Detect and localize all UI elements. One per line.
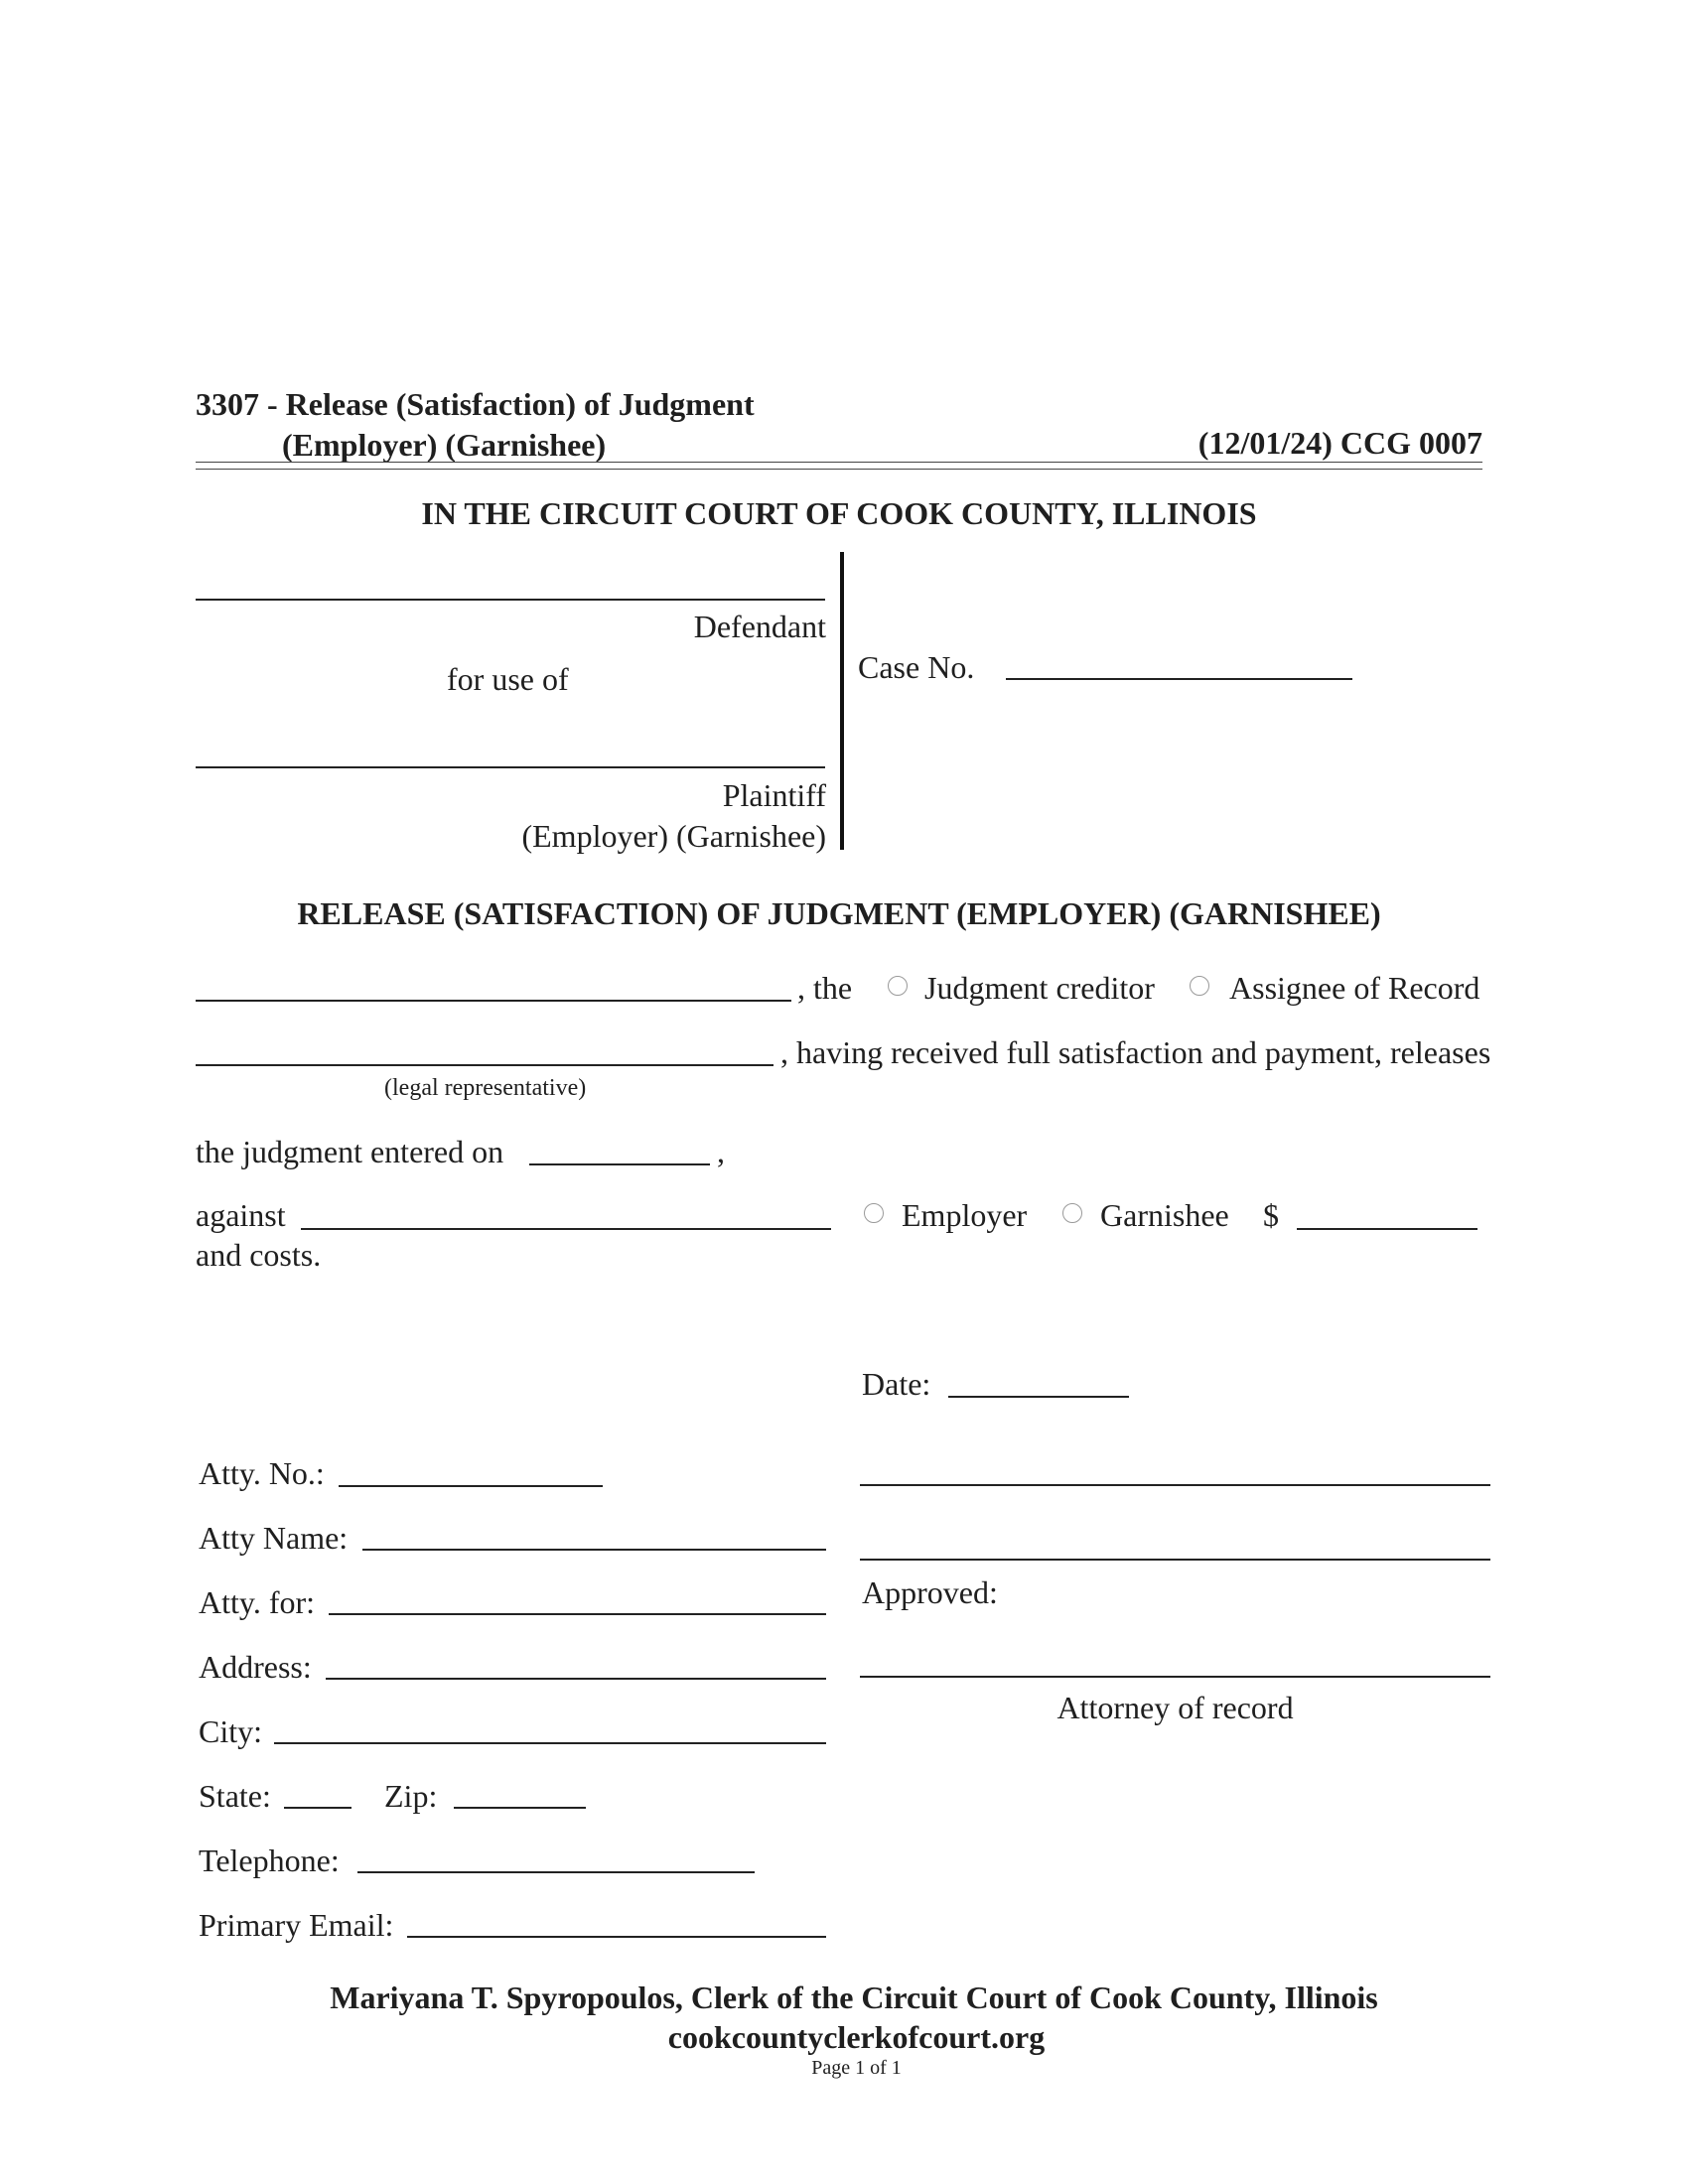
atty-for-label: Atty. for:: [199, 1584, 316, 1620]
email-label: Primary Email:: [199, 1907, 394, 1943]
date-field[interactable]: [948, 1396, 1129, 1398]
header-rule-top: [196, 462, 1482, 463]
telephone-label: Telephone:: [199, 1843, 340, 1878]
form-title-line1: 3307 - Release (Satisfaction) of Judgment: [196, 386, 755, 422]
address-field[interactable]: [326, 1678, 826, 1680]
assignee-label: Assignee of Record: [1229, 970, 1480, 1006]
comma-text: ,: [717, 1134, 725, 1169]
footer-website[interactable]: cookcountyclerkofcourt.org: [667, 2019, 1046, 2055]
amount-field[interactable]: [1297, 1228, 1477, 1230]
employer-radio[interactable]: [864, 1203, 884, 1223]
garnishee-label: Garnishee: [1100, 1197, 1229, 1233]
judgment-creditor-radio[interactable]: [888, 976, 908, 996]
garnishee-radio[interactable]: [1062, 1203, 1082, 1223]
attorney-of-record-label: Attorney of record: [1056, 1690, 1294, 1725]
judgment-entered-label: the judgment entered on: [196, 1134, 504, 1169]
defendant-name-field[interactable]: [196, 599, 825, 601]
caption-divider: [840, 552, 844, 850]
form-code: (12/01/24) CCG 0007: [1197, 425, 1482, 461]
section-title: RELEASE (SATISFACTION) OF JUDGMENT (EMPLOYER) (GARNISHEE): [297, 895, 1381, 931]
state-label: State:: [199, 1778, 271, 1814]
employer-label: Employer: [902, 1197, 1028, 1233]
and-costs-text: and costs.: [196, 1237, 322, 1273]
telephone-field[interactable]: [357, 1871, 755, 1873]
court-title: IN THE CIRCUIT COURT OF COOK COUNTY, ILLINOIS: [421, 495, 1257, 531]
defendant-label: Defendant: [693, 609, 826, 644]
city-label: City:: [199, 1713, 263, 1749]
header-rule-bottom: [196, 469, 1482, 470]
judgment-date-field[interactable]: [529, 1163, 710, 1165]
case-no-label: Case No.: [858, 649, 975, 685]
creditor-name-field[interactable]: [196, 1000, 791, 1002]
approved-signature-line[interactable]: [860, 1676, 1490, 1678]
received-text: , having received full satisfaction and payment, releases: [780, 1034, 1491, 1070]
for-use-of-label: for use of: [447, 661, 569, 697]
approved-label: Approved:: [862, 1574, 998, 1610]
legal-rep-caption: (legal representative): [384, 1075, 587, 1101]
plaintiff-name-field[interactable]: [196, 766, 825, 768]
the-text: , the: [797, 970, 853, 1006]
atty-no-label: Atty. No.:: [199, 1455, 325, 1491]
city-field[interactable]: [274, 1742, 826, 1744]
plaintiff-label: Plaintiff: [722, 777, 826, 813]
judgment-creditor-label: Judgment creditor: [924, 970, 1155, 1006]
form-title-line2: (Employer) (Garnishee): [282, 427, 607, 463]
against-name-field[interactable]: [301, 1228, 831, 1230]
address-label: Address:: [199, 1649, 312, 1685]
assignee-radio[interactable]: [1190, 976, 1209, 996]
zip-label: Zip:: [384, 1778, 438, 1814]
legal-representative-field[interactable]: [196, 1064, 774, 1066]
signature-line-2[interactable]: [860, 1559, 1490, 1561]
date-label: Date:: [862, 1366, 931, 1402]
signature-line-1[interactable]: [860, 1484, 1490, 1486]
atty-name-label: Atty Name:: [199, 1520, 349, 1556]
case-no-field[interactable]: [1006, 678, 1352, 680]
dollar-sign: $: [1263, 1197, 1279, 1233]
zip-field[interactable]: [454, 1807, 586, 1809]
atty-for-field[interactable]: [329, 1613, 826, 1615]
atty-no-field[interactable]: [339, 1485, 603, 1487]
state-field[interactable]: [284, 1807, 352, 1809]
page-number: Page 1 of 1: [811, 2057, 902, 2079]
email-field[interactable]: [407, 1936, 826, 1938]
atty-name-field[interactable]: [362, 1549, 826, 1551]
plaintiff-sub-label: (Employer) (Garnishee): [521, 818, 826, 854]
footer-clerk: Mariyana T. Spyropoulos, Clerk of the Circuit Court of Cook County, Illinois: [330, 1979, 1378, 2015]
against-label: against: [196, 1197, 286, 1233]
